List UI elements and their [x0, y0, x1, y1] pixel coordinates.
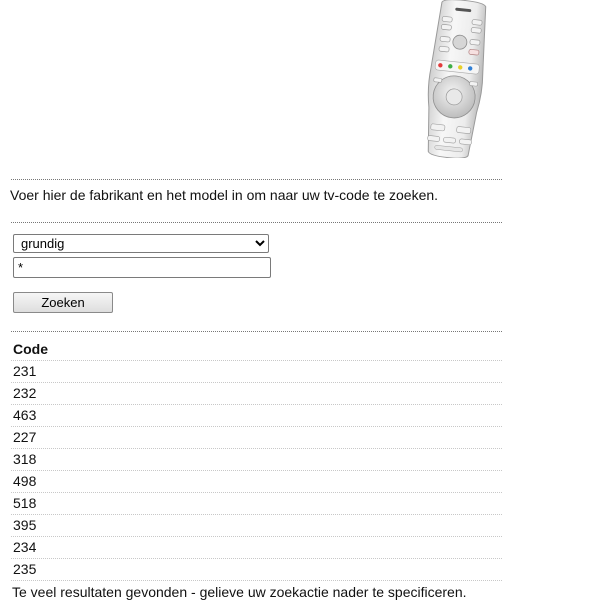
table-row: 518 — [11, 493, 502, 515]
results-header: Code — [11, 339, 502, 361]
instruction-text: Voer hier de fabrikant en het model in om naar uw tv-code te zoeken. — [10, 187, 439, 203]
results-table — [11, 339, 502, 581]
table-row: 231 — [11, 361, 502, 383]
table-row: 235 — [11, 559, 502, 581]
divider-form — [11, 222, 502, 223]
model-input[interactable] — [13, 257, 271, 278]
table-row: 234 — [11, 537, 502, 559]
brand-select[interactable] — [13, 234, 269, 253]
table-row: 463 — [11, 405, 502, 427]
table-row: 318 — [11, 449, 502, 471]
table-row: 232 — [11, 383, 502, 405]
table-row: 498 — [11, 471, 502, 493]
table-row: 395 — [11, 515, 502, 537]
table-row: 227 — [11, 427, 502, 449]
divider-top — [11, 179, 502, 180]
remote-control-icon — [412, 0, 500, 158]
too-many-results-message: Te veel resultaten gevonden - gelieve uw zoekactie nader te specificeren. — [12, 584, 467, 600]
search-button[interactable]: Zoeken — [13, 292, 113, 313]
divider-results — [11, 331, 502, 332]
remote-control-image — [412, 0, 500, 158]
